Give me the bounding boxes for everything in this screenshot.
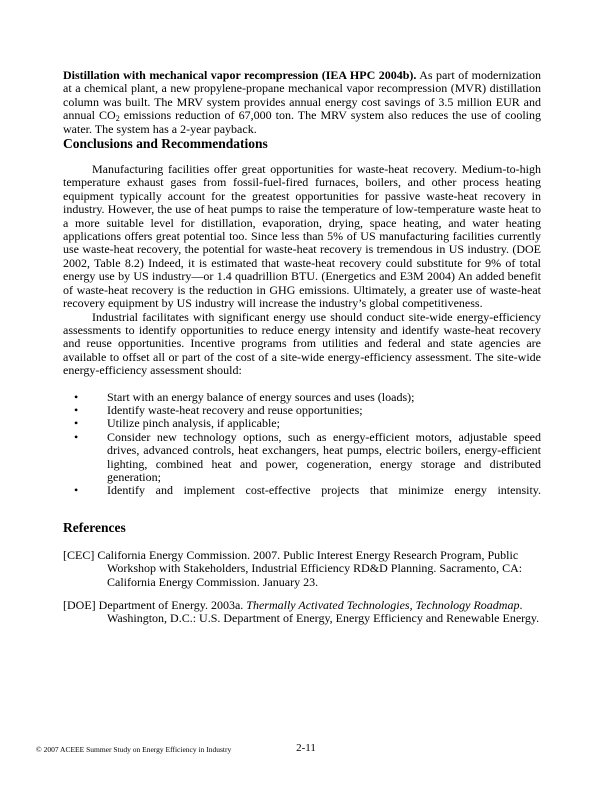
- text-segment: As part of modernization at a chemical plant, a new propylene-propane mechanical vapor recompression (MVR) distillation column was built. The MRV system provides annual energy cost savings of 3.5 million EUR and annual CO: [63, 68, 541, 123]
- reference-label: [CEC]: [63, 547, 98, 562]
- bullet-item-new-technology: • Consider new technology options, such as energy-efficient motors, adjustable speed drives, advanced controls, heat exchangers, heat pumps, electric boilers, energy-efficient lighting, combined heat and power, cogeneration, energy storage and distributed generation;: [63, 431, 541, 485]
- conclusions-paragraph-2: Industrial facilitates with significant energy use should conduct site-wide energy-efficiency assessments to identify opportunities to reduce energy intensity and identify waste-heat recovery and reuse opportunities. Incentive programs from utilities and federal and state agencies are available to offset all or part of the cost of a site-wide energy-efficiency assessment. The site-wide energy-efficiency assessment should:: [63, 309, 541, 378]
- section-heading-references: References: [63, 519, 126, 535]
- reference-title: Thermally Activated Technologies, Technology Roadmap: [246, 598, 520, 612]
- reference-label: [DOE]: [63, 598, 99, 612]
- footer-page-number: 2-11: [296, 742, 316, 754]
- text-segment: 2: [115, 114, 120, 124]
- bullet-item-waste-heat: • Identify waste-heat recovery and reuse opportunities;: [63, 404, 541, 417]
- reference-entry-doe: [63, 599, 541, 626]
- footer-copyright: © 2007 ACEEE Summer Study on Energy Efficiency in Industry: [36, 744, 232, 754]
- section-heading-conclusions: Conclusions and Recommendations: [63, 136, 268, 152]
- page-footer: [0, 741, 612, 755]
- reference-entry-cec: [63, 549, 541, 589]
- case-study-title: Distillation with mechanical vapor recompression (IEA HPC 2004b).: [63, 68, 417, 82]
- text-segment: California Energy Commission. 2007. Public Interest Energy Research Program, Public Workshop with Stakeholders, Industrial Efficiency RD&D Planning. Sacramento, CA: California Energy Commission. January 23.: [97, 547, 523, 589]
- bullet-item-energy-balance: • Start with an energy balance of energy sources and uses (loads);: [63, 391, 541, 404]
- assessment-bullet-list: [63, 391, 541, 498]
- bullet-item-pinch-analysis: • Utilize pinch analysis, if applicable;: [63, 417, 541, 430]
- text-segment: emissions reduction of 67,000 ton. The MRV system also reduces the use of cooling water. The system has a 2-year payback.: [63, 108, 542, 136]
- case-study-paragraph: [63, 69, 541, 136]
- bullet-item-implement-projects: • Identify and implement cost-effective projects that minimize energy intensity.: [63, 484, 541, 497]
- text-segment: . Washington, D.C.: U.S. Department of Energy, Energy Efficiency and Renewable Energy.: [107, 598, 540, 626]
- page-content: [63, 69, 541, 636]
- conclusions-paragraph-1: Manufacturing facilities offer great opportunities for waste-heat recovery. Medium-to-high temperature exhaust gases from fossil-fuel-fired furnaces, boilers, and other process heating equipment typically account for the greatest opportunities for passive waste-heat recovery in industry. However, the use of heat pumps to raise the temperature of low-temperature waste heat to a more suitable level for distillation, evaporation, drying, space heating, and water heating applications offers great potential too. Since less than 5% of US manufacturing facilities currently use waste-heat recovery, the potential for waste-heat recovery is tremendous in US industry. (DOE 2002, Table 8.2) Indeed, it is estimated that waste-heat recovery could substitute for 9% of total energy use by US industry—or 1.4 quadrillion BTU. (Energetics and E3M 2004) An added benefit of waste-heat recovery is the reduction in GHG emissions. Ultimately, a greater use of waste-heat recovery equipment by US industry will increase the industry’s global competitiveness.: [63, 162, 541, 311]
- text-segment: Department of Energy. 2003a.: [98, 598, 247, 612]
